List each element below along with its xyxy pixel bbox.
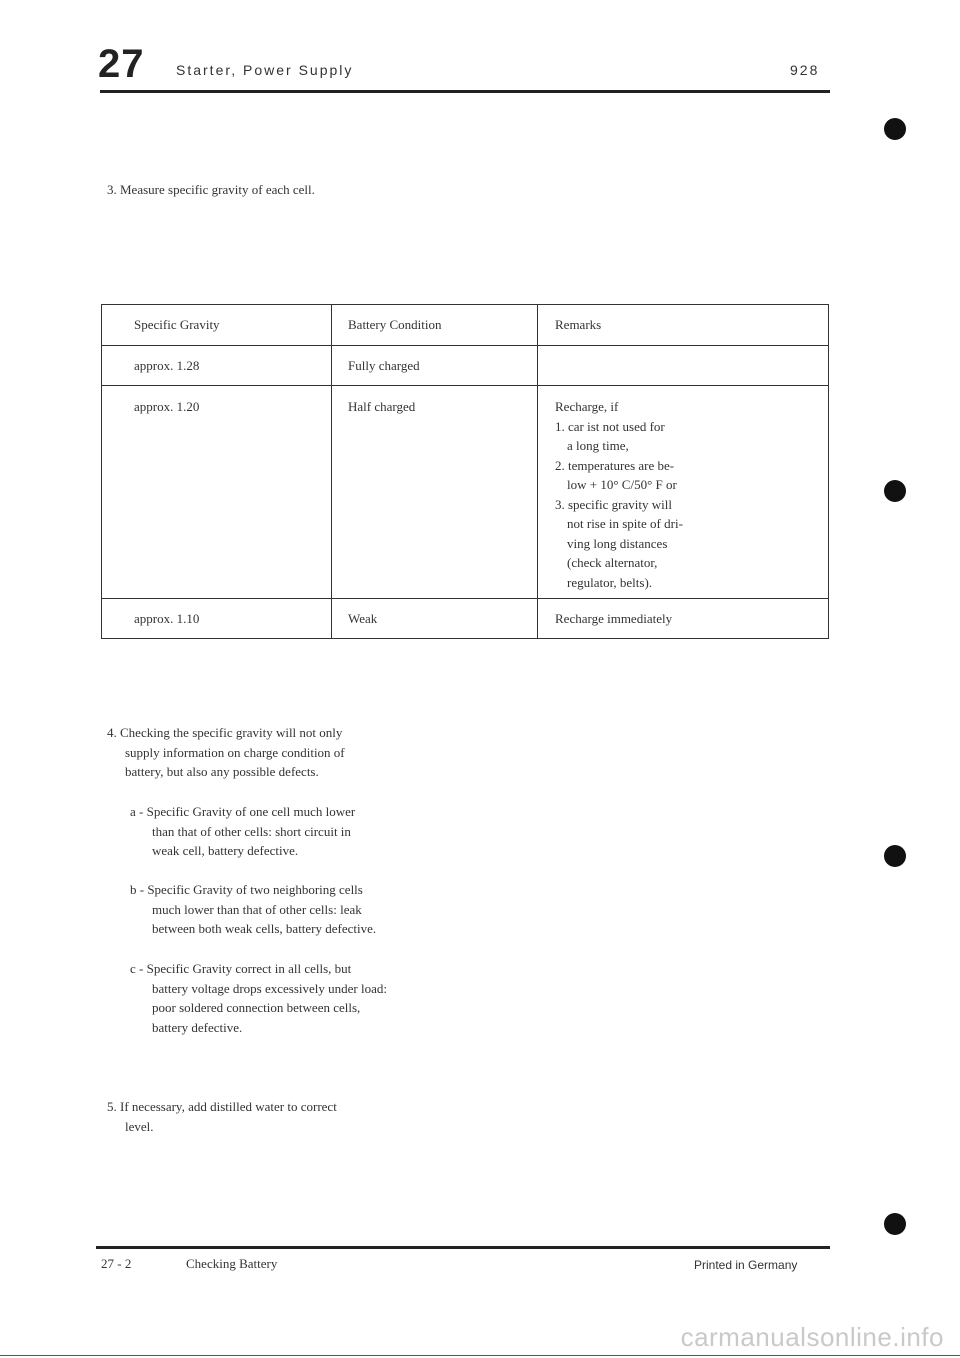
table-row	[102, 386, 829, 599]
chapter-title: Starter, Power Supply	[176, 62, 354, 78]
remark-line: ving long distances	[567, 535, 668, 551]
remarks-cell: Recharge immediately	[538, 599, 829, 639]
step-4c-line: poor soldered connection between cells,	[152, 1000, 361, 1015]
step-4-line: supply information on charge condition of	[125, 744, 345, 760]
remark-line: a long time,	[567, 438, 629, 453]
step-4-line: 4. Checking the specific gravity will not only	[107, 725, 343, 740]
punch-hole-4	[884, 1213, 906, 1235]
remarks-cell	[538, 346, 829, 386]
chapter-number: 27	[98, 42, 145, 86]
step-4a-line: a - Specific Gravity of one cell much lower	[130, 804, 356, 819]
watermark-rule	[0, 1355, 960, 1356]
table-row	[102, 346, 829, 386]
punch-hole-2	[884, 480, 906, 502]
step-5-line: 5. If necessary, add distilled water to correct	[107, 1099, 337, 1114]
gravity-cell: approx. 1.28	[102, 346, 332, 386]
step-4a-block	[130, 802, 355, 861]
footer-page-number: 27 - 2	[101, 1256, 132, 1271]
footer-printed: Printed in Germany	[694, 1258, 798, 1272]
step-4b-line: between both weak cells, battery defective.	[152, 921, 377, 936]
remark-line: regulator, belts).	[567, 574, 653, 590]
remarks-cell	[538, 386, 829, 599]
punch-hole-3	[884, 845, 906, 867]
header-remarks: Remarks	[538, 305, 829, 346]
step-4c-line: battery defective.	[152, 1019, 243, 1035]
remark-line: low + 10° C/50° F or	[567, 477, 677, 492]
watermark-text: carmanualsonline.info	[680, 1322, 944, 1352]
condition-cell: Weak	[332, 599, 538, 639]
step-4b-line: b - Specific Gravity of two neighboring cells	[130, 882, 363, 897]
punch-hole-1	[884, 118, 906, 140]
step-4a-line: than that of other cells: short circuit in	[152, 823, 351, 839]
remark-line: 1. car ist not used for	[555, 418, 665, 434]
step-4b-line: much lower than that of other cells: leak	[152, 901, 362, 917]
gravity-cell: approx. 1.10	[102, 599, 332, 639]
footer-rule	[96, 1246, 830, 1249]
step-4c-line: c - Specific Gravity correct in all cells, but	[130, 961, 352, 976]
condition-cell: Half charged	[332, 386, 538, 599]
footer-section-title: Checking Battery	[186, 1256, 278, 1271]
condition-cell: Fully charged	[332, 346, 538, 386]
gravity-cell: approx. 1.20	[102, 386, 332, 599]
table-header-row	[102, 305, 829, 346]
remark-line: 3. specific gravity will	[555, 496, 672, 512]
step-4-block	[107, 723, 345, 782]
remark-line: Recharge, if	[555, 399, 619, 414]
header-specific-gravity: Specific Gravity	[102, 305, 332, 346]
step-3-text: 3. Measure specific gravity of each cell.	[107, 182, 315, 197]
step-4a-line: weak cell, battery defective.	[152, 843, 299, 858]
step-4b-block	[130, 880, 376, 939]
step-5-line: level.	[125, 1118, 154, 1134]
table-row	[102, 599, 829, 639]
header-battery-condition: Battery Condition	[332, 305, 538, 346]
step-4-line: battery, but also any possible defects.	[125, 764, 319, 779]
remark-line: (check alternator,	[567, 555, 658, 570]
header-rule	[100, 90, 830, 93]
step-4c-line: battery voltage drops excessively under load:	[152, 980, 388, 996]
step-5-block	[107, 1097, 337, 1136]
remark-line: 2. temperatures are be-	[555, 457, 675, 473]
specific-gravity-table	[101, 304, 829, 639]
step-4c-block	[130, 959, 387, 1037]
model-number: 928	[790, 62, 820, 78]
remark-line: not rise in spite of dri-	[567, 516, 683, 531]
